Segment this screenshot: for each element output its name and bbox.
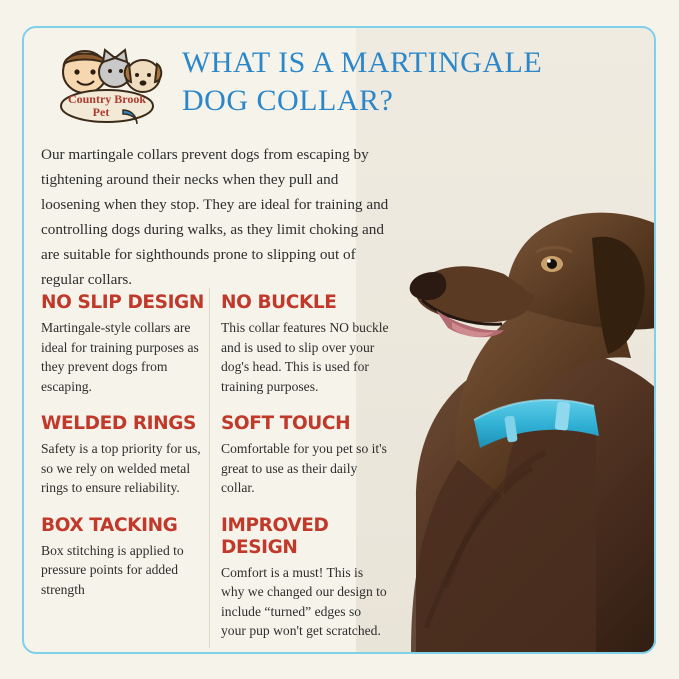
svg-text:Country Brook: Country Brook xyxy=(67,92,147,106)
feature-item xyxy=(41,292,209,396)
page-title xyxy=(182,44,612,120)
feature-title: BOX TACKING xyxy=(41,514,178,536)
feature-title: NO BUCKLE xyxy=(221,292,337,313)
feature-item xyxy=(41,515,209,600)
svg-text:Pet: Pet xyxy=(92,105,110,119)
brand-logo-icon xyxy=(45,42,169,130)
page-title-line1: WHAT IS A MARTINGALE xyxy=(182,46,543,79)
feature-body: Comfortable for you pet so it's great to use as their daily collar. xyxy=(221,441,387,495)
column-divider xyxy=(209,288,210,648)
feature-body: Box stitching is applied to pressure points for added strength xyxy=(41,542,184,597)
intro-paragraph: Our martingale collars prevent dogs from escaping by tightening around their necks when they pull and loosening when they stop. They are ideal for training and controlling dogs during walks, as they limit choking and are suitable for sighthounds prone to slipping out of regular collars. xyxy=(41,146,389,288)
feature-item xyxy=(221,292,389,396)
feature-item xyxy=(41,413,209,498)
feature-item xyxy=(221,515,389,641)
feature-body: Comfort is a must! This is why we changed our design to include “turned” edges so your pup won't get scratched. xyxy=(221,564,387,638)
feature-title: NO SLIP DESIGN xyxy=(41,292,204,313)
feature-title: SOFT TOUCH xyxy=(221,413,351,434)
feature-item xyxy=(221,413,389,498)
feature-title: IMPROVED DESIGN xyxy=(221,514,329,558)
feature-body: Martingale-style collars are ideal for training purposes as they prevent dogs from escaping. xyxy=(41,320,199,394)
features-column-right xyxy=(221,292,389,658)
features-column-left xyxy=(41,292,209,616)
page-title-line2: DOG COLLAR? xyxy=(182,84,394,117)
feature-title: WELDED RINGS xyxy=(41,413,196,434)
feature-body: This collar features NO buckle and is used to slip over your dog's head. This is used for training purposes. xyxy=(221,320,389,394)
feature-body: Safety is a top priority for us, so we rely on welded metal rings to ensure reliability. xyxy=(41,441,201,495)
